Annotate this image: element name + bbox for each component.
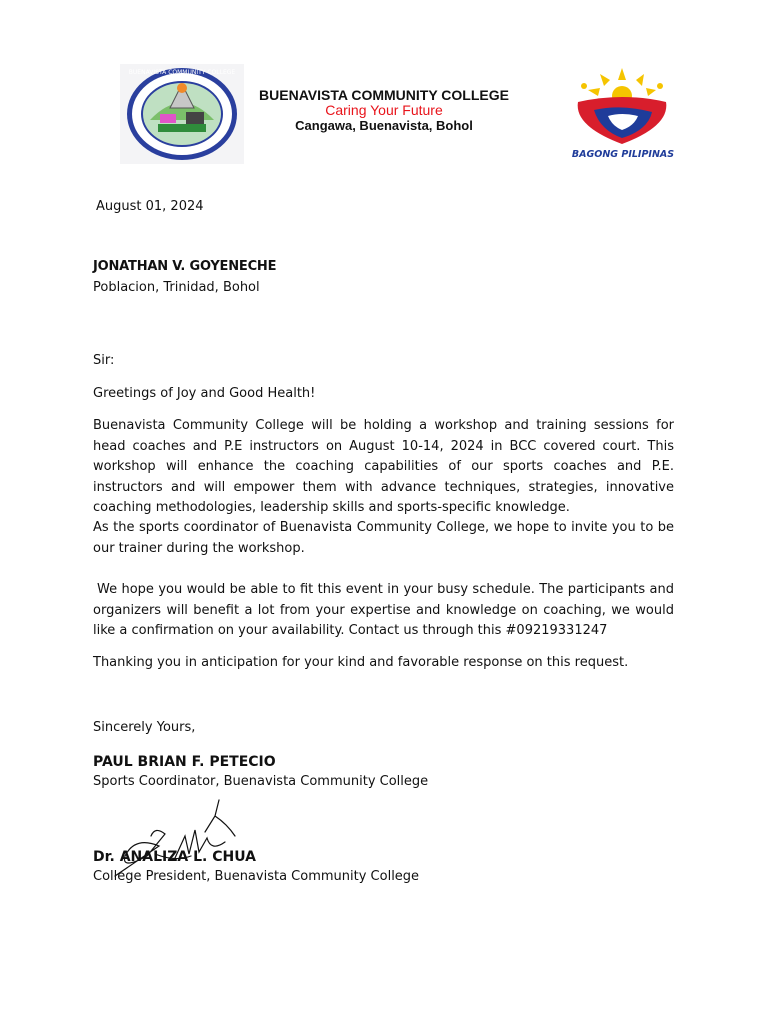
- greeting: Greetings of Joy and Good Health!: [93, 386, 316, 401]
- body-paragraph-confirmation: [93, 580, 674, 642]
- svg-text:BAGONG PILIPINAS: BAGONG PILIPINAS: [571, 149, 675, 160]
- signatory-1-title: Sports Coordinator, Buenavista Community College: [93, 774, 429, 789]
- body-paragraph-thanks: Thanking you in anticipation for your kind and favorable response on this request.: [93, 655, 629, 670]
- signatory-1-name: PAUL BRIAN F. PETECIO: [93, 754, 276, 770]
- signatory-2-title: College President, Buenavista Community College: [93, 869, 420, 884]
- body-paragraph-invitation: As the sports coordinator of Buenavista Community College, we hope to invite you to be our trainer during the workshop.: [93, 520, 674, 556]
- salutation: Sir:: [93, 353, 115, 368]
- closing: Sincerely Yours,: [93, 720, 196, 735]
- institution-tagline: Caring Your Future: [325, 102, 443, 118]
- institution-name: BUENAVISTA COMMUNITY COLLEGE: [259, 87, 509, 103]
- bagong-pilipinas-logo: [560, 66, 686, 162]
- letter-date: August 01, 2024: [96, 199, 204, 214]
- body-paragraph-workshop: Buenavista Community College will be holding a workshop and training sessions for head coaches and P.E instructors on August 10-14, 2024 in BCC covered court. This workshop will enhance the coaching capabilities of our sports coaches and P.E. instructors and will empower them with advance techniques, strategies, innovative coaching methodologies, leadership skills and sports-specific knowledge.: [93, 418, 674, 515]
- recipient-name: JONATHAN V. GOYENECHE: [93, 259, 277, 274]
- svg-text:BUENAVISTA COMMUNITY COLLEGE: BUENAVISTA COMMUNITY COLLEGE: [128, 69, 236, 76]
- institution-address: Cangawa, Buenavista, Bohol: [295, 118, 473, 133]
- signatory-2-name: Dr. ANALIZA L. CHUA: [93, 849, 256, 865]
- confirmation-text: We hope you would be able to fit this event in your busy schedule. The participants and organizers will benefit a lot from your expertise and knowledge on coaching, we would like a confirmation on your availability. Contact us through this #09219331247: [93, 582, 674, 638]
- college-seal-logo: [120, 64, 244, 164]
- recipient-address: Poblacion, Trinidad, Bohol: [93, 280, 260, 295]
